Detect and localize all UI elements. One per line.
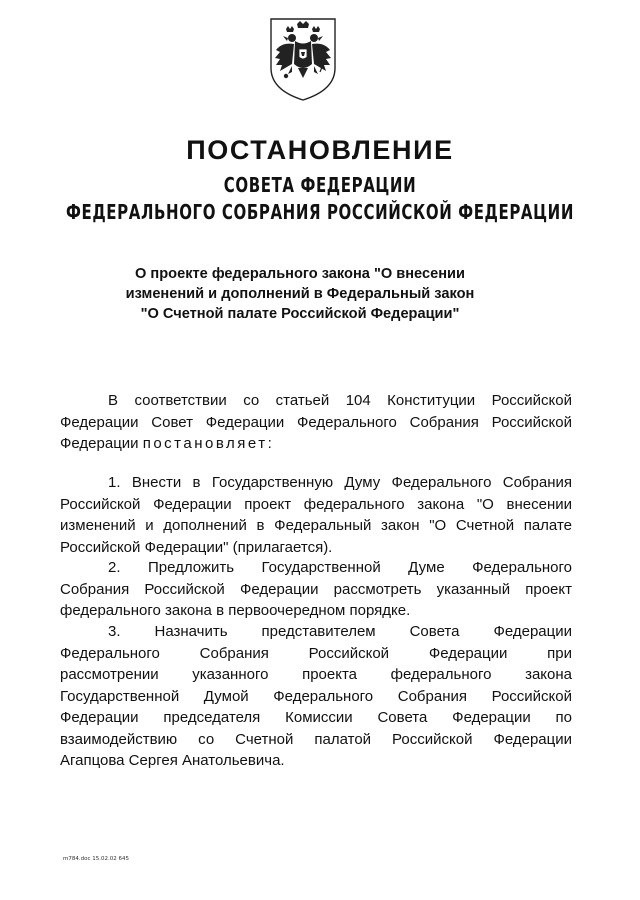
item-line: 1. Внести в Государственную Думу Федерального Собрания [108, 474, 572, 491]
issuing-body-line-2: ФЕДЕРАЛЬНОГО СОБРАНИЯ РОССИЙСКОЙ ФЕДЕРАЦИИ [66, 200, 574, 225]
item-line: Российской Федерации проект федерального закона "О внесении [60, 495, 572, 513]
item-line: Федерального Собрания Российской Федерации при [60, 644, 572, 662]
item-line: Российской Федерации" (прилагается). [60, 538, 333, 556]
preamble-paragraph [60, 390, 572, 455]
operative-word: постановляет: [142, 435, 275, 452]
item-line: изменений и дополнений в Федеральный закон "О Счетной палате [60, 517, 572, 534]
item-2-paragraph [60, 557, 572, 622]
document-title: ПОСТАНОВЛЕНИЕ [186, 135, 454, 165]
item-line: Федерации председателя Комиссии Совета Федерации по [60, 709, 572, 726]
preamble-line: Федерации Совет Федерации Федерального Собрания Российской [60, 413, 572, 431]
preamble-line: В соответствии со статьей 104 Конституции Российской [108, 392, 572, 409]
heading-line: изменений и дополнений в Федеральный закон [125, 286, 475, 302]
item-line: 2. Предложить Государственной Думе Федерального [108, 559, 572, 576]
item-line: федерального закона в первоочередном порядке. [60, 602, 411, 619]
item-line: Агапцова Сергея Анатольевича. [60, 752, 285, 769]
item-line: рассмотрении указанного проекта федерального закона [60, 666, 572, 683]
preamble-line [60, 433, 572, 455]
item-line: взаимодействию со Счетной палатой Российской Федерации [60, 730, 572, 748]
heading-line: О проекте федерального закона "О внесении [135, 266, 465, 282]
item-1-paragraph [60, 472, 572, 558]
item-3-paragraph [60, 621, 572, 772]
preamble-line-start: Федерации [60, 435, 139, 452]
document-file-code: m784.doc 15.02.02 645 [63, 856, 129, 862]
heading-line: "О Счетной палате Российской Федерации" [140, 306, 460, 322]
item-line: Государственной Думой Федерального Собрания Российской [60, 687, 572, 705]
double-headed-eagle-emblem-icon [268, 16, 338, 102]
resolution-heading [100, 264, 500, 324]
item-line: 3. Назначить представителем Совета Федерации [108, 623, 572, 640]
issuing-body-line-1: СОВЕТА ФЕДЕРАЦИИ [223, 173, 417, 198]
item-line: Собрания Российской Федерации рассмотреть указанный проект [60, 580, 572, 598]
